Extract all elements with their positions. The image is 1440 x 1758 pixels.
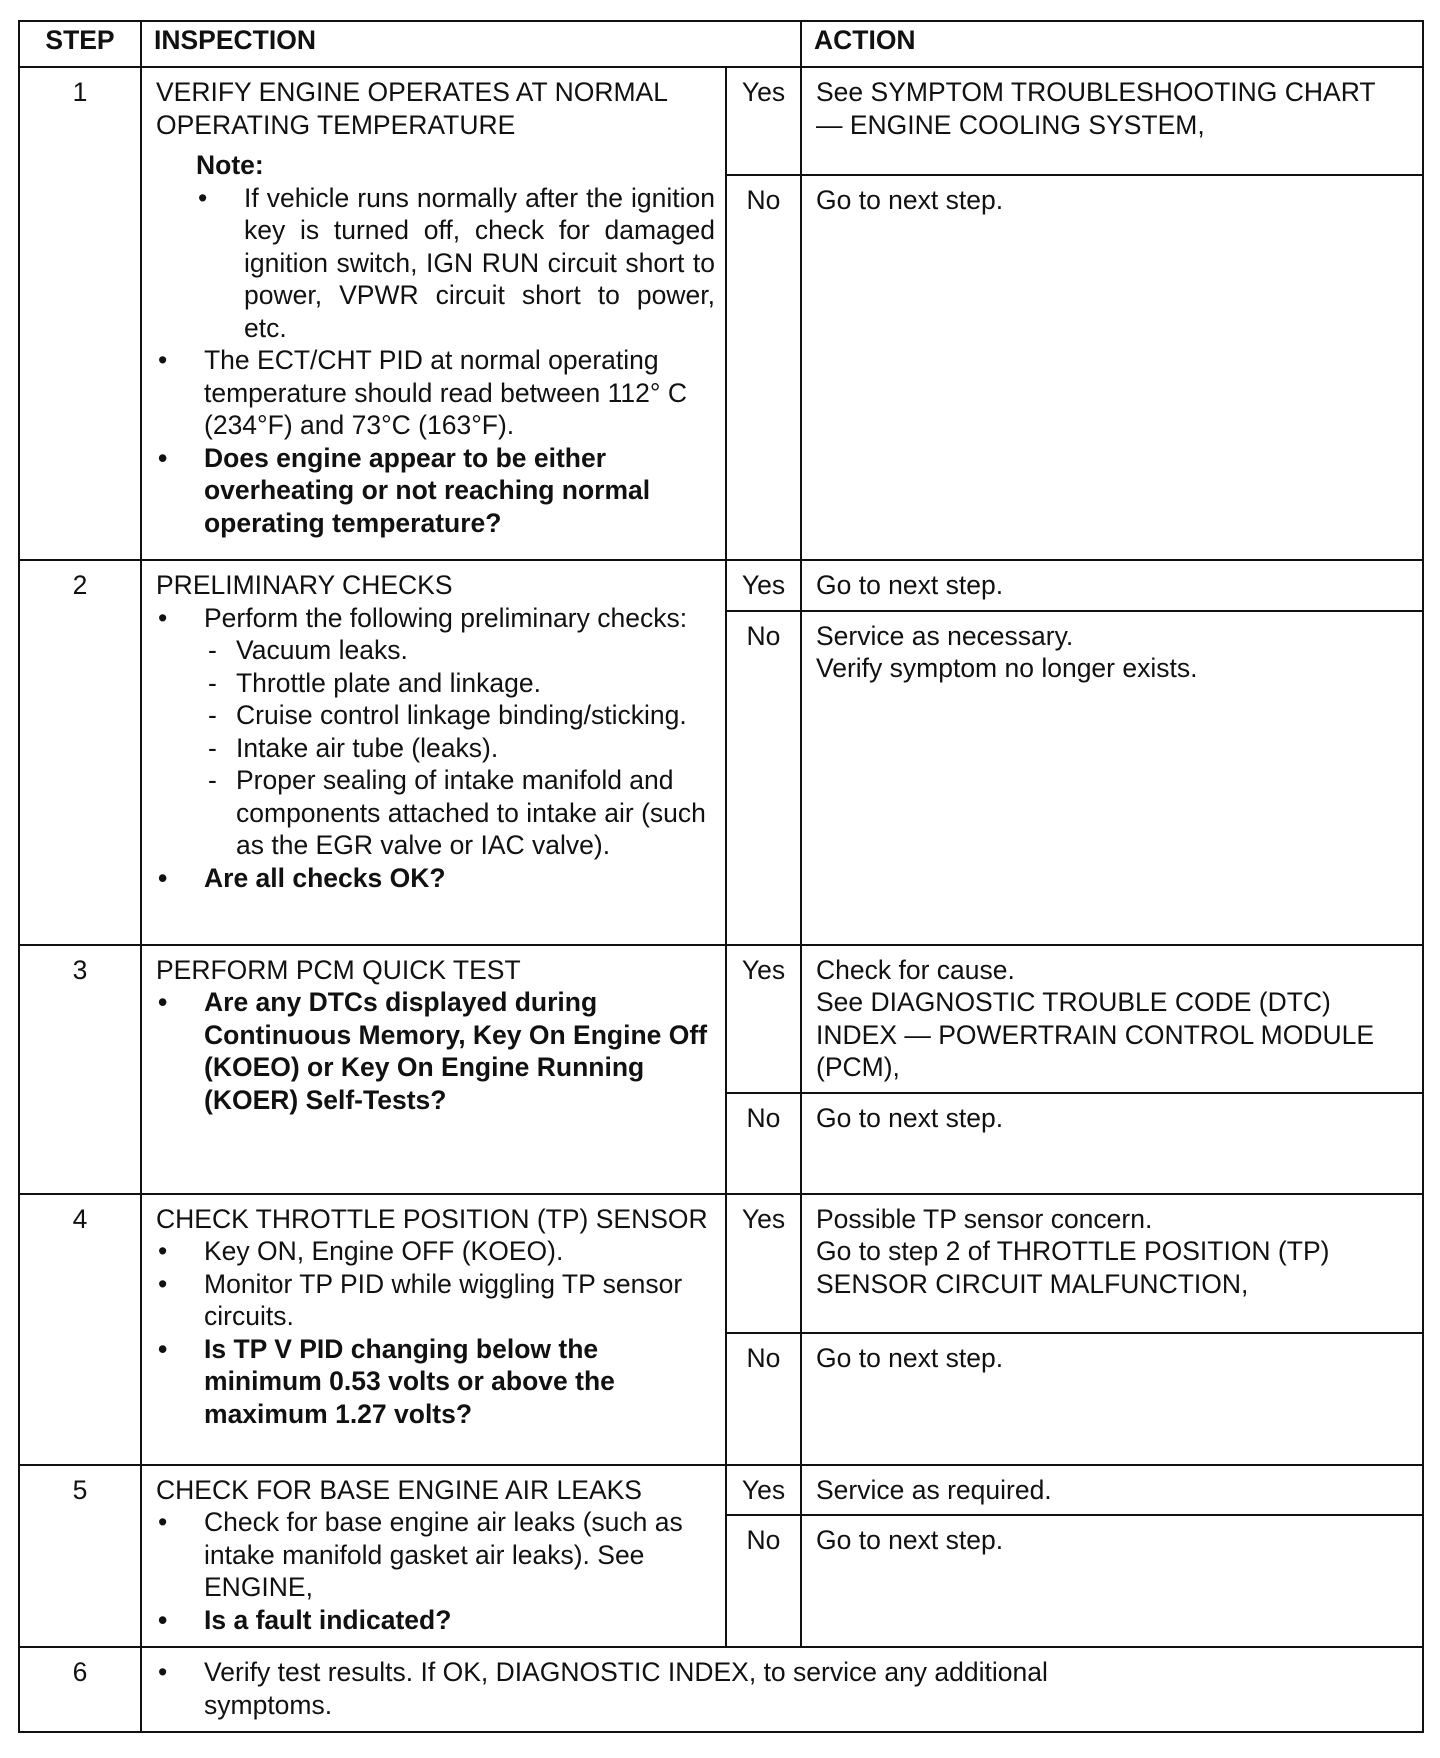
no-action [801,611,1423,945]
check-item: - Vacuum leaks. [204,634,715,667]
note-list [156,182,715,345]
step-4-inspection [141,1194,726,1465]
step-number: 2 [19,560,141,945]
action-line: Check for cause. [816,954,1015,985]
yes-action: See SYMPTOM TROUBLESHOOTING CHART — ENGINE COOLING SYSTEM, [801,67,1423,175]
no-label: No [726,1515,801,1647]
step-5-yes-row [19,1465,1423,1516]
step-5-inspection [141,1465,726,1648]
step-title: VERIFY ENGINE OPERATES AT NORMAL [156,77,668,107]
action-line: Service as necessary. [816,620,1074,651]
no-label: No [726,175,801,560]
action-line: Verify symptom no longer exists. [816,653,1198,683]
step-title: PERFORM PCM QUICK TEST [156,954,521,985]
yes-action [801,1194,1423,1333]
bullet-item: • Monitor TP PID while wiggling TP sensor circuits. [156,1268,715,1333]
no-label: No [726,611,801,945]
question-item: • Are all checks OK? [156,862,715,895]
no-label: No [726,1333,801,1465]
bullet-list [156,344,715,539]
bullet-list [156,602,715,895]
bullet-list [156,1656,1412,1721]
action-line: Go to step 2 of THROTTLE POSITION (TP) SENSOR CIRCUIT MALFUNCTION, [816,1236,1330,1299]
step-3-yes-row [19,945,1423,1093]
action-line: Possible TP sensor concern. [816,1203,1153,1234]
check-list [204,634,715,862]
header-step: STEP [19,21,141,67]
check-item: - Proper sealing of intake manifold and components attached to intake air (such as the EGR valve or IAC valve). [204,764,715,862]
yes-label: Yes [726,1194,801,1333]
bullet-item: • Key ON, Engine OFF (KOEO). [156,1235,715,1268]
yes-action: Go to next step. [801,560,1423,611]
step-number: 6 [19,1647,141,1732]
step-1-inspection [141,67,726,560]
step-3-inspection [141,945,726,1194]
step-1-yes-row [19,67,1423,175]
check-item: - Intake air tube (leaks). [204,732,715,765]
bullet-list [156,1506,715,1636]
no-label: No [726,1093,801,1194]
question-item: • Are any DTCs displayed during Continuous Memory, Key On Engine Off (KOEO) or Key On Engine Running (KOER) Self-Tests? [156,986,715,1116]
yes-label: Yes [726,1465,801,1516]
yes-label: Yes [726,67,801,175]
question-item: • Is a fault indicated? [156,1604,715,1637]
bullet-item: • The ECT/CHT PID at normal operating temperature should read between 112° C (234°F) and 73°C (163°F). [156,344,715,442]
no-action: Go to next step. [801,175,1423,560]
step-2-yes-row [19,560,1423,611]
bullet-text: Perform the following preliminary checks: [204,602,688,633]
header-row [19,21,1423,67]
bullet-item: • Check for base engine air leaks (such as intake manifold gasket air leaks). See ENGINE, [156,1506,715,1604]
step-title: OPERATING TEMPERATURE [156,109,516,140]
no-action: Go to next step. [801,1093,1423,1194]
no-action: Go to next step. [801,1333,1423,1465]
check-item: - Cruise control linkage binding/sticking. [204,699,715,732]
header-inspection: INSPECTION [141,21,801,67]
bullet-list [156,986,715,1116]
step-6-inspection [141,1647,1423,1732]
bullet-item: • Verify test results. If OK, DIAGNOSTIC INDEX, to service any additional symptoms. [156,1656,1412,1721]
step-6-row [19,1647,1423,1732]
bullet-list [156,1235,715,1430]
yes-action [801,945,1423,1093]
check-item: - Throttle plate and linkage. [204,667,715,700]
step-number: 3 [19,945,141,1194]
header-action: ACTION [801,21,1423,67]
step-number: 4 [19,1194,141,1465]
no-action: Go to next step. [801,1515,1423,1647]
note-bullet: • If vehicle runs normally after the ignition key is turned off, check for damaged ignition switch, IGN RUN circuit short to power, VPWR circuit short to power, etc. [196,182,715,345]
step-number: 1 [19,67,141,560]
question-item: • Is TP V PID changing below the minimum 0.53 volts or above the maximum 1.27 volts? [156,1333,715,1431]
note-label: Note: [196,150,264,180]
step-title: CHECK FOR BASE ENGINE AIR LEAKS [156,1474,642,1505]
question-item: • Does engine appear to be either overheating or not reaching normal operating temperature? [156,442,715,540]
step-title: CHECK THROTTLE POSITION (TP) SENSOR [156,1203,708,1234]
diagnostic-table [18,20,1424,1733]
step-number: 5 [19,1465,141,1648]
step-title: PRELIMINARY CHECKS [156,570,453,600]
action-line: See DIAGNOSTIC TROUBLE CODE (DTC) INDEX — POWERTRAIN CONTROL MODULE (PCM), [816,987,1375,1082]
bullet-item [156,602,715,862]
yes-label: Yes [726,945,801,1093]
step-4-yes-row [19,1194,1423,1333]
step-2-inspection [141,560,726,945]
yes-label: Yes [726,560,801,611]
yes-action: Service as required. [801,1465,1423,1516]
